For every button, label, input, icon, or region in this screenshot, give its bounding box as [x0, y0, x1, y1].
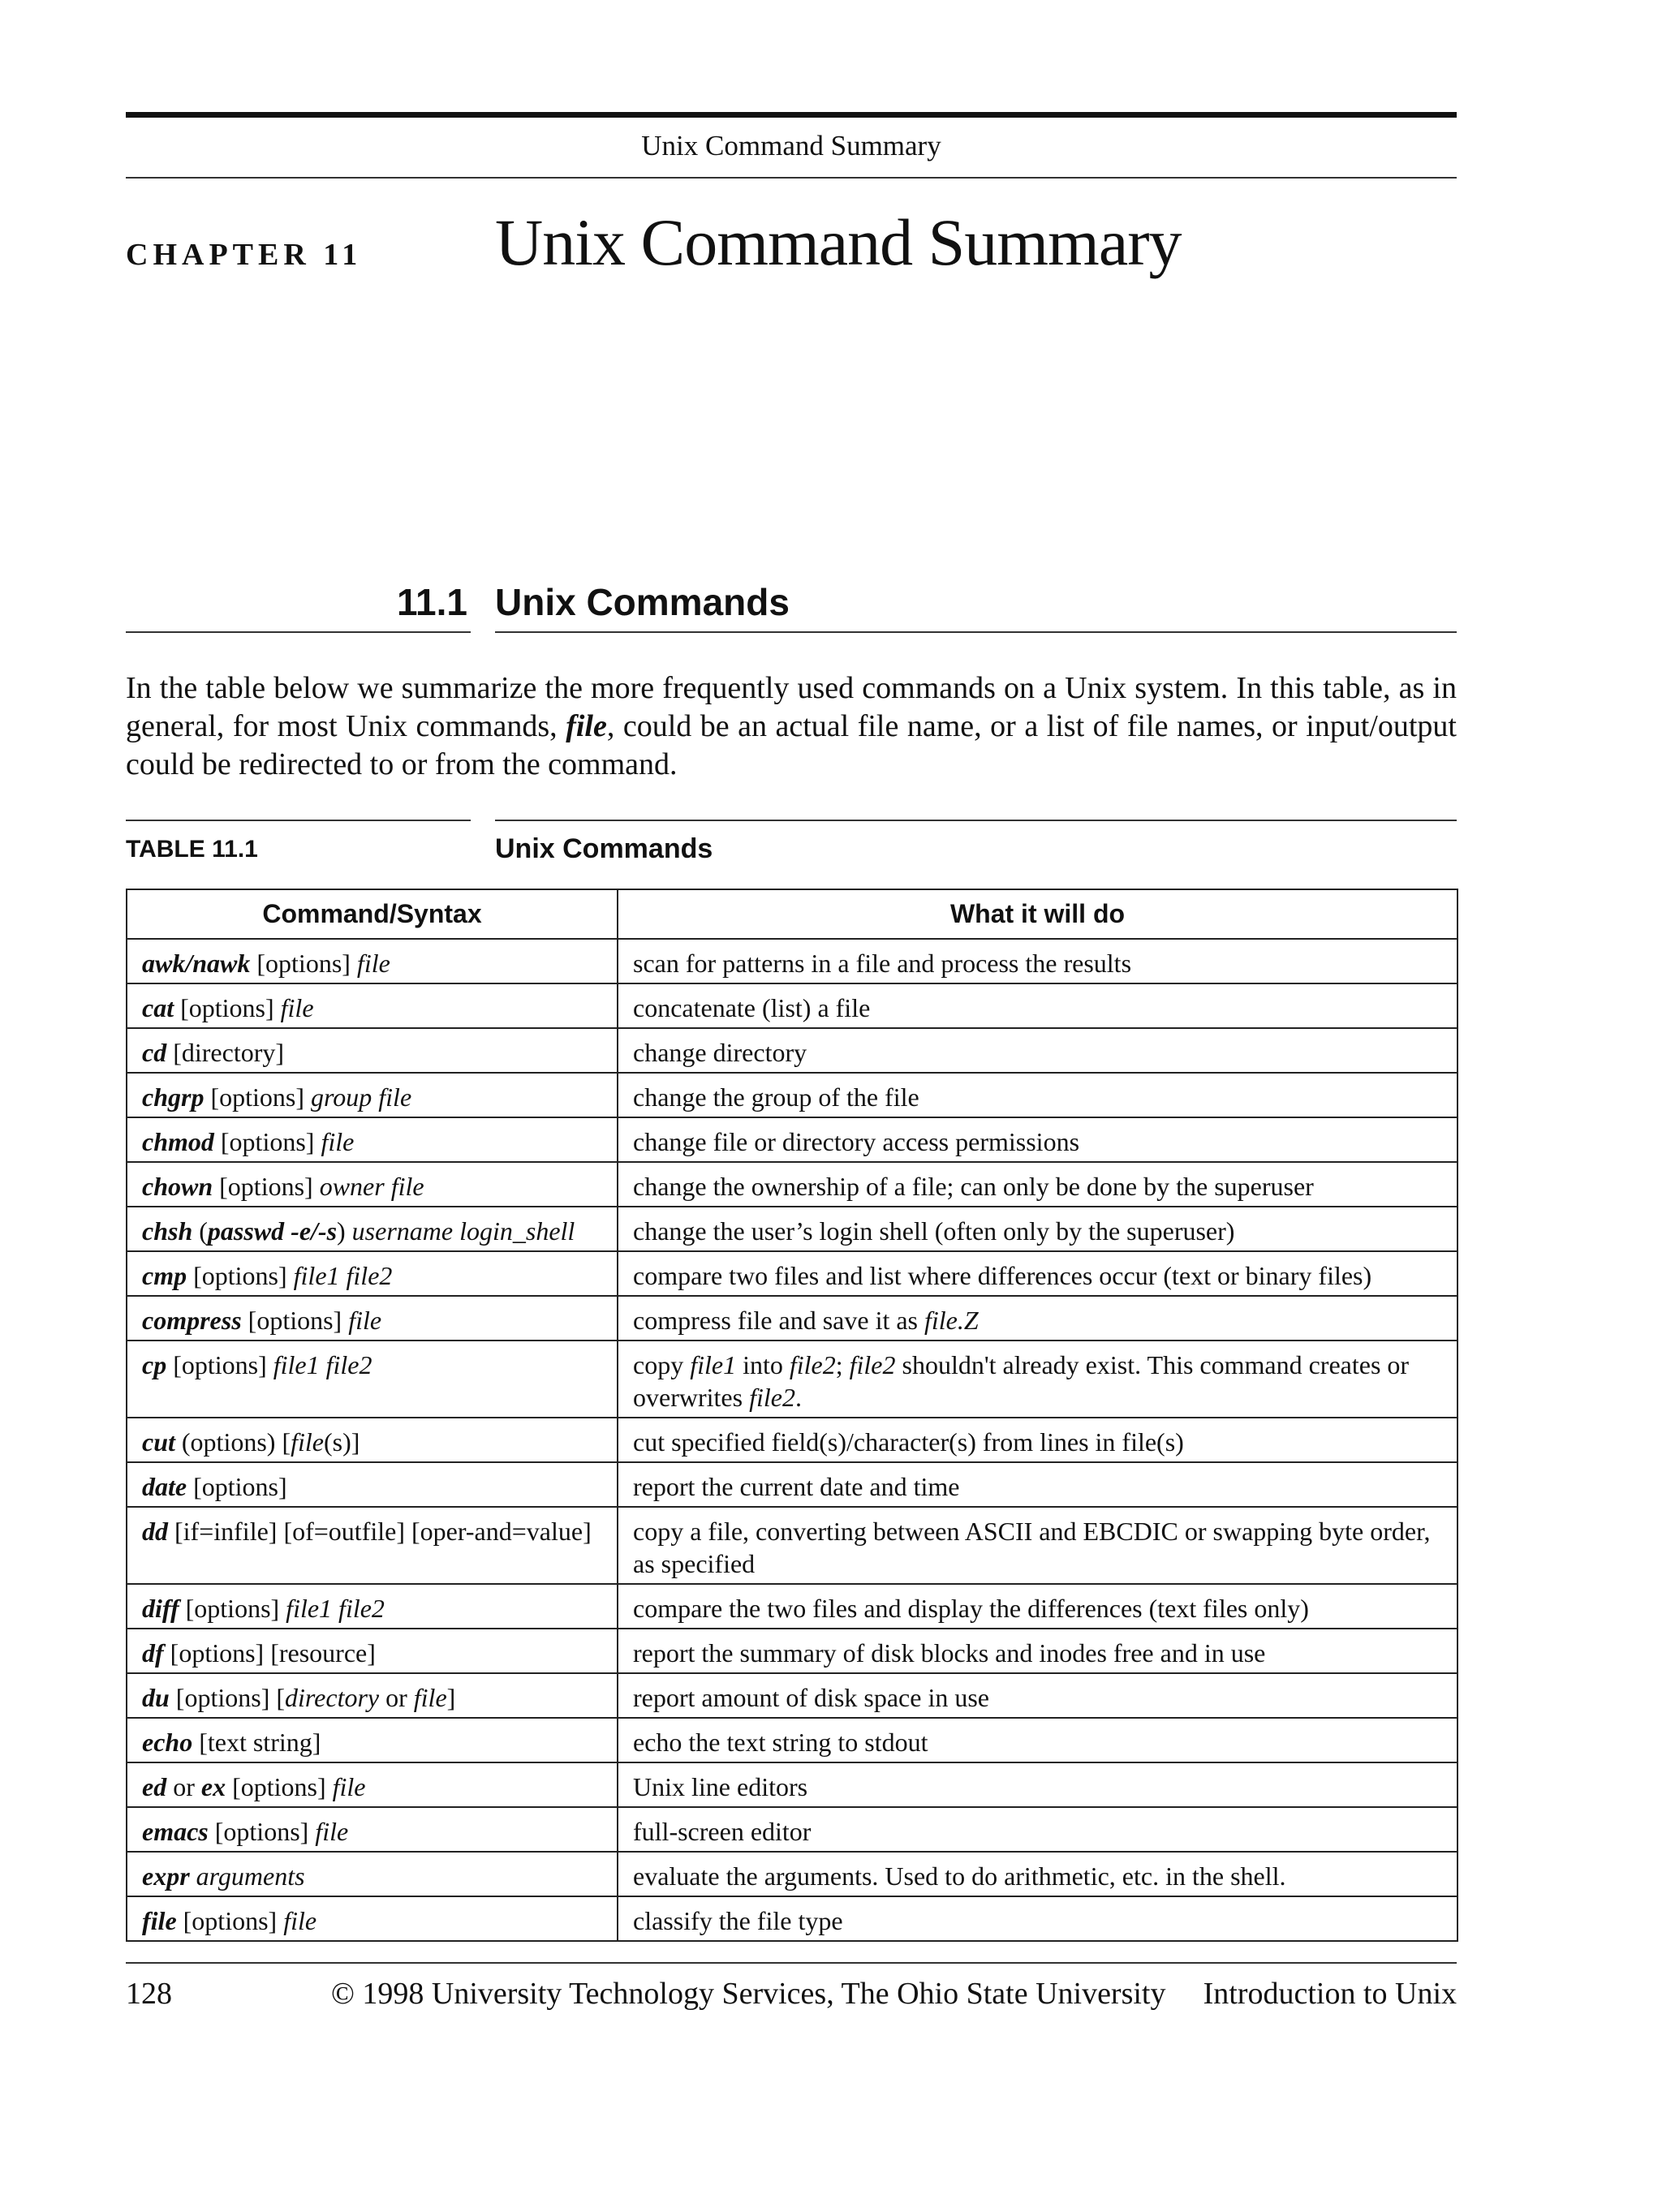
text-run: diff	[142, 1594, 179, 1623]
command-description-cell	[618, 1296, 1457, 1341]
command-syntax-cell	[127, 1718, 618, 1762]
text-run: [options]	[250, 949, 357, 978]
text-run: [if=infile] [of=outfile] [oper-and=value]	[168, 1517, 592, 1546]
text-run: file2	[789, 1350, 836, 1379]
command-syntax-cell	[127, 1028, 618, 1073]
text-run: compare two files and list where differences occur (text or binary files)	[633, 1261, 1372, 1290]
text-run: cat	[142, 993, 174, 1022]
text-run: [options]	[166, 1350, 273, 1379]
text-run: [directory]	[166, 1038, 285, 1067]
table-title: Unix Commands	[495, 833, 713, 864]
text-run: cp	[142, 1350, 167, 1379]
command-syntax-cell	[127, 1251, 618, 1296]
text-run: [options]	[226, 1772, 333, 1801]
text-run: file	[280, 993, 314, 1022]
intro-text-after: , could be an actual file name, or a list of file names, or input/output could be redirected to or from the command.	[126, 709, 1457, 781]
text-run: file1 file2	[286, 1594, 385, 1623]
text-run: file	[291, 1427, 324, 1457]
command-syntax-cell	[127, 983, 618, 1028]
table-row	[127, 1341, 1457, 1418]
text-run: compress file and save it as	[633, 1306, 924, 1335]
text-run: change directory	[633, 1038, 807, 1067]
text-run: file1 file2	[273, 1350, 372, 1379]
text-run: [options]	[187, 1261, 294, 1290]
text-run: expr	[142, 1861, 190, 1891]
text-run: change the ownership of a file; can only be done by the superuser	[633, 1172, 1314, 1201]
commands-table	[126, 889, 1458, 1942]
text-run: [options]	[174, 993, 281, 1022]
command-syntax-cell	[127, 1629, 618, 1673]
command-description-cell	[618, 983, 1457, 1028]
text-run: file	[348, 1306, 382, 1335]
command-description-cell	[618, 1073, 1457, 1117]
text-run: echo the text string to stdout	[633, 1728, 928, 1757]
text-run: awk/nawk	[142, 949, 251, 978]
text-run: [options]	[208, 1817, 316, 1846]
text-run: shouldn't already exist. This command creates or overwrites	[633, 1350, 1410, 1412]
command-syntax-cell	[127, 1162, 618, 1207]
command-syntax-cell	[127, 1584, 618, 1629]
command-description-cell	[618, 1251, 1457, 1296]
section-title: Unix Commands	[495, 581, 790, 623]
command-description-cell	[618, 939, 1457, 983]
text-run: compress	[142, 1306, 242, 1335]
text-run: copy	[633, 1350, 691, 1379]
text-run: change the group of the file	[633, 1082, 919, 1112]
command-syntax-cell	[127, 939, 618, 983]
table-row	[127, 983, 1457, 1028]
table-row	[127, 1462, 1457, 1507]
command-syntax-cell	[127, 1762, 618, 1807]
footer-book-title: Introduction to Unix	[1203, 1977, 1457, 2011]
text-run: date	[142, 1472, 187, 1501]
text-run: dd	[142, 1517, 168, 1546]
command-description-cell	[618, 1507, 1457, 1584]
command-syntax-cell	[127, 1462, 618, 1507]
table-row	[127, 1762, 1457, 1807]
text-run: (	[192, 1216, 208, 1246]
command-description-cell	[618, 1584, 1457, 1629]
command-description-cell	[618, 1896, 1457, 1941]
intro-emphasis: file	[566, 709, 607, 743]
text-run: df	[142, 1638, 164, 1668]
command-description-cell	[618, 1807, 1457, 1852]
text-run: cmp	[142, 1261, 187, 1290]
command-description-cell	[618, 1673, 1457, 1718]
column-header-syntax: Command/Syntax	[127, 889, 618, 939]
text-run: file	[321, 1127, 355, 1156]
command-description-cell	[618, 1418, 1457, 1462]
footer-rule	[126, 1962, 1457, 1964]
text-run: report the summary of disk blocks and inodes free and in use	[633, 1638, 1266, 1668]
table-rule-right	[495, 820, 1457, 821]
text-run: [text string]	[192, 1728, 321, 1757]
table-row	[127, 1896, 1457, 1941]
text-run: [options]	[187, 1472, 287, 1501]
table-row	[127, 1028, 1457, 1073]
command-syntax-cell	[127, 1341, 618, 1418]
command-description-cell	[618, 1718, 1457, 1762]
text-run	[190, 1861, 196, 1891]
text-run: file1 file2	[293, 1261, 393, 1290]
command-syntax-cell	[127, 1507, 618, 1584]
table-row	[127, 1584, 1457, 1629]
text-run: passwd -e/-s	[207, 1216, 338, 1246]
text-run: [options]	[213, 1172, 320, 1201]
text-run: (options) [	[174, 1427, 291, 1457]
top-rule	[126, 112, 1457, 118]
text-run: echo	[142, 1728, 193, 1757]
text-run: file	[315, 1817, 349, 1846]
text-run: chown	[142, 1172, 213, 1201]
text-run: )	[337, 1216, 352, 1246]
command-syntax-cell	[127, 1073, 618, 1117]
text-run: full-screen editor	[633, 1817, 812, 1846]
table-row	[127, 1718, 1457, 1762]
text-run: report amount of disk space in use	[633, 1683, 989, 1712]
text-run: Unix line editors	[633, 1772, 808, 1801]
text-run: [options]	[213, 1127, 321, 1156]
command-description-cell	[618, 1341, 1457, 1418]
text-run: username login_shell	[351, 1216, 575, 1246]
chapter-title: Unix Command Summary	[495, 205, 1182, 279]
command-syntax-cell	[127, 1117, 618, 1162]
column-header-description: What it will do	[618, 889, 1457, 939]
command-syntax-cell	[127, 1673, 618, 1718]
table-row	[127, 1073, 1457, 1117]
text-run: evaluate the arguments. Used to do arithmetic, etc. in the shell.	[633, 1861, 1286, 1891]
table-row	[127, 1117, 1457, 1162]
text-run: [options]	[241, 1306, 349, 1335]
table-body	[127, 939, 1457, 1941]
text-run: [options]	[176, 1906, 284, 1935]
intro-text-before: In the table below we summarize the more frequently used commands on a Unix system. In this table, as in general, for most Unix commands,	[126, 671, 1457, 743]
text-run: chmod	[142, 1127, 214, 1156]
text-run: cut	[142, 1427, 175, 1457]
text-run: directory	[285, 1683, 380, 1712]
text-run: ;	[835, 1350, 850, 1379]
text-run: file	[283, 1906, 317, 1935]
command-syntax-cell	[127, 1296, 618, 1341]
text-run: .	[794, 1383, 802, 1412]
text-run: emacs	[142, 1817, 209, 1846]
table-row	[127, 1296, 1457, 1341]
table-row	[127, 1629, 1457, 1673]
command-description-cell	[618, 1462, 1457, 1507]
text-run: ed	[142, 1772, 167, 1801]
section-rule-left	[126, 631, 471, 633]
page-number: 128	[126, 1977, 172, 2011]
text-run: file1	[690, 1350, 737, 1379]
table-header-row	[127, 889, 1457, 939]
table-row	[127, 1852, 1457, 1896]
text-run: file	[413, 1683, 447, 1712]
footer-copyright: © 1998 University Technology Services, The Ohio State University	[331, 1977, 1166, 2011]
table-row	[127, 939, 1457, 983]
text-run: [options] [resource]	[163, 1638, 376, 1668]
text-run: owner file	[319, 1172, 424, 1201]
table-row	[127, 1162, 1457, 1207]
text-run: ex	[200, 1772, 226, 1801]
command-syntax-cell	[127, 1418, 618, 1462]
command-description-cell	[618, 1117, 1457, 1162]
table-row	[127, 1418, 1457, 1462]
text-run: du	[142, 1683, 170, 1712]
text-run: compare the two files and display the differences (text files only)	[633, 1594, 1309, 1623]
chapter-label: CHAPTER 11	[126, 238, 363, 272]
text-run: into	[736, 1350, 790, 1379]
text-run: file.Z	[924, 1306, 979, 1335]
text-run: [options]	[204, 1082, 311, 1112]
command-description-cell	[618, 1207, 1457, 1251]
table-row	[127, 1807, 1457, 1852]
text-run: cd	[142, 1038, 167, 1067]
text-run: concatenate (list) a file	[633, 993, 871, 1022]
text-run: report the current date and time	[633, 1472, 960, 1501]
command-description-cell	[618, 1762, 1457, 1807]
text-run: file	[332, 1772, 366, 1801]
text-run: scan for patterns in a file and process the results	[633, 949, 1132, 978]
command-description-cell	[618, 1629, 1457, 1673]
intro-paragraph	[126, 669, 1457, 784]
text-run: ]	[446, 1683, 456, 1712]
table-row	[127, 1673, 1457, 1718]
command-syntax-cell	[127, 1852, 618, 1896]
section-rule-right	[495, 631, 1457, 633]
table-label: TABLE 11.1	[126, 836, 258, 863]
table-row	[127, 1251, 1457, 1296]
header-rule	[126, 177, 1457, 179]
text-run: chgrp	[142, 1082, 205, 1112]
command-syntax-cell	[127, 1807, 618, 1852]
text-run: group file	[311, 1082, 412, 1112]
table-row	[127, 1507, 1457, 1584]
command-description-cell	[618, 1162, 1457, 1207]
command-syntax-cell	[127, 1207, 618, 1251]
text-run: file2	[849, 1350, 896, 1379]
text-run: or	[166, 1772, 201, 1801]
running-header: Unix Command Summary	[641, 130, 941, 161]
text-run: (s)]	[323, 1427, 360, 1457]
text-run: file2	[749, 1383, 795, 1412]
text-run: classify the file type	[633, 1906, 843, 1935]
command-syntax-cell	[127, 1896, 618, 1941]
command-description-cell	[618, 1028, 1457, 1073]
text-run: arguments	[196, 1861, 305, 1891]
section-number: 11.1	[397, 581, 467, 623]
text-run: change the user’s login shell (often only by the superuser)	[633, 1216, 1235, 1246]
text-run: change file or directory access permissions	[633, 1127, 1080, 1156]
table-row	[127, 1207, 1457, 1251]
text-run: cut specified field(s)/character(s) from lines in file(s)	[633, 1427, 1184, 1457]
command-description-cell	[618, 1852, 1457, 1896]
text-run: file	[142, 1906, 177, 1935]
table-rule-left	[126, 820, 471, 821]
text-run: [options]	[179, 1594, 286, 1623]
text-run: chsh	[142, 1216, 193, 1246]
text-run: copy a file, converting between ASCII and EBCDIC or swapping byte order, as specified	[633, 1517, 1431, 1578]
text-run: [options] [	[169, 1683, 285, 1712]
text-run: file	[356, 949, 390, 978]
text-run: or	[379, 1683, 414, 1712]
